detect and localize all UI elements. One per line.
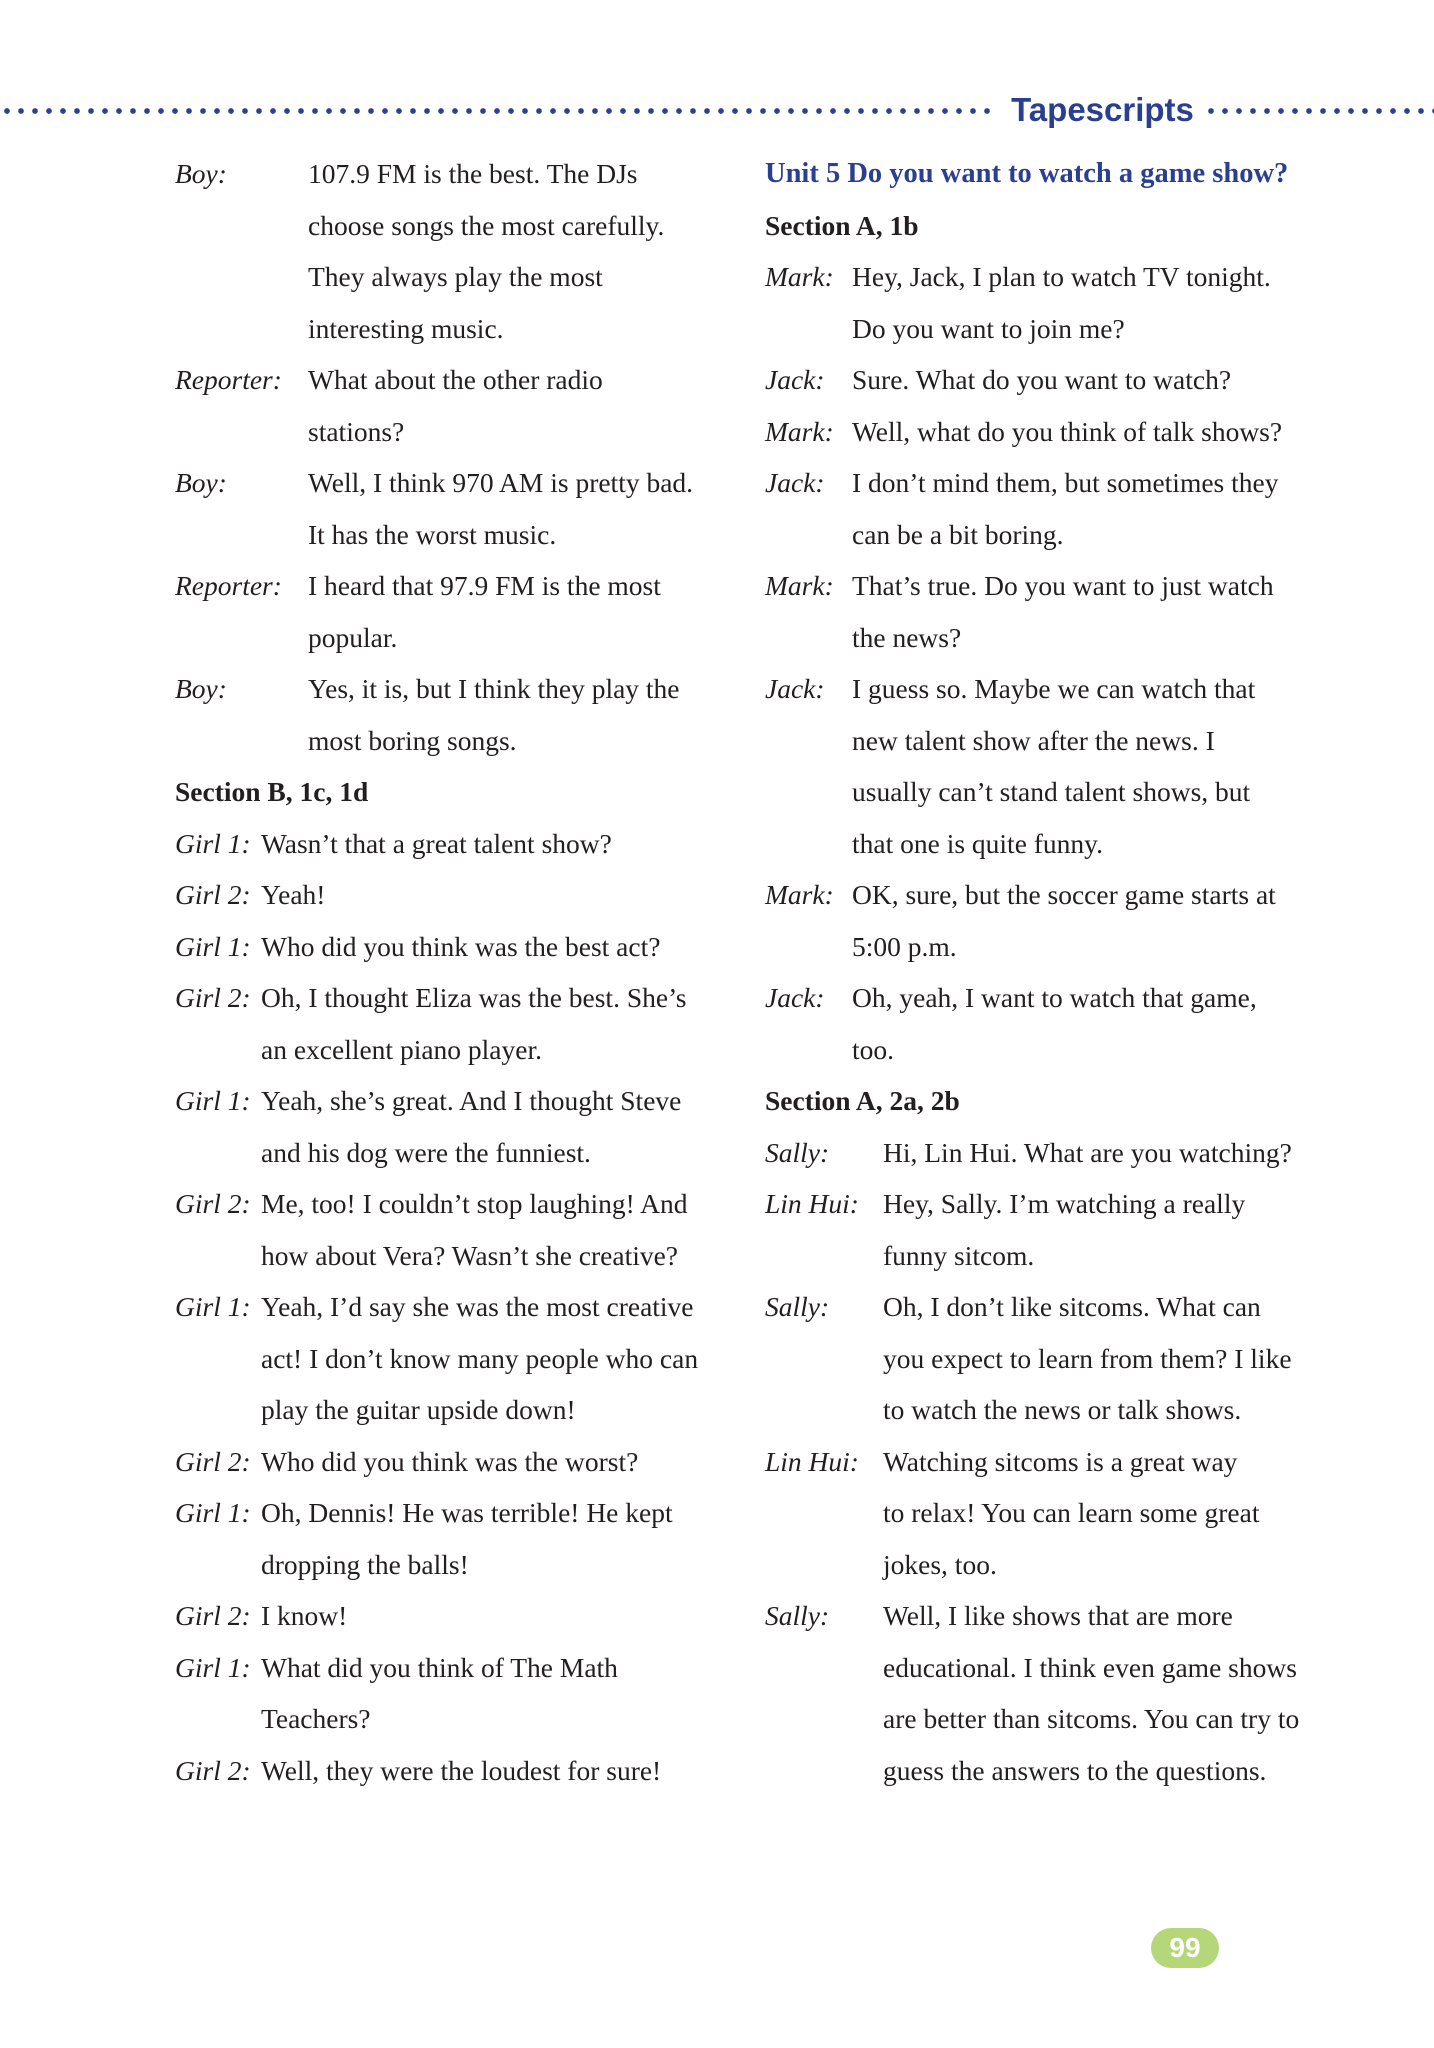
dialogue-line xyxy=(765,1024,1320,1076)
dialogue-text: Hi, Lin Hui. What are you watching? xyxy=(883,1136,1292,1168)
speaker-label: Lin Hui: xyxy=(765,1445,859,1477)
dialogue-line xyxy=(175,1024,735,1076)
dialogue-text: Oh, I thought Eliza was the best. She’s xyxy=(261,982,687,1013)
dialogue-text: usually can’t stand talent shows, but xyxy=(852,776,1251,807)
dialogue-text: that one is quite funny. xyxy=(852,827,1104,859)
dialogue-line xyxy=(765,251,1320,303)
dialogue-line xyxy=(765,1487,1320,1539)
dialogue-text: What about the other radio xyxy=(308,364,603,395)
dialogue-line xyxy=(765,869,1320,921)
dialogue-line xyxy=(765,1333,1320,1385)
dialogue-line xyxy=(175,1281,735,1333)
speaker-label: Girl 2: xyxy=(175,1600,251,1631)
dialogue-text: Me, too! I couldn’t stop laughing! And xyxy=(261,1188,688,1219)
dialogue-line xyxy=(765,1127,1320,1179)
dialogue-text: 107.9 FM is the best. The DJs xyxy=(308,158,638,189)
dialogue-line xyxy=(175,869,735,921)
dialogue-line xyxy=(765,1590,1320,1642)
dialogue-text: Watching sitcoms is a great way xyxy=(883,1445,1238,1477)
dialogue-text: you expect to learn from them? I like xyxy=(883,1342,1292,1374)
dialogue-text: Who did you think was the worst? xyxy=(261,1445,639,1477)
dialogue-line xyxy=(175,1436,735,1488)
dialogue-line xyxy=(175,1539,735,1591)
dialogue-line xyxy=(175,457,735,509)
dialogue-text: Yeah! xyxy=(261,879,326,910)
speaker-label: Lin Hui: xyxy=(765,1188,859,1219)
speaker-label: Jack: xyxy=(765,673,825,704)
dialogue-line xyxy=(175,1384,735,1436)
header-dotted-rule-left xyxy=(0,108,995,114)
speaker-label: Sally: xyxy=(765,1600,830,1631)
unit-title: Unit 5 Do you want to watch a game show? xyxy=(765,158,1289,189)
speaker-label: Girl 2: xyxy=(175,1188,251,1219)
speaker-label: Mark: xyxy=(765,570,834,601)
dialogue-text: act! I don’t know many people who can xyxy=(261,1342,699,1374)
dialogue-line xyxy=(765,1384,1320,1436)
dialogue-text: new talent show after the news. I xyxy=(852,724,1215,756)
dialogue-text: Teachers? xyxy=(261,1703,371,1734)
dialogue-line xyxy=(765,303,1320,355)
dialogue-text: I know! xyxy=(261,1600,348,1631)
dialogue-text: Oh, Dennis! He was terrible! He kept xyxy=(261,1497,673,1528)
dialogue-line xyxy=(175,1745,735,1797)
dialogue-text: I don’t mind them, but sometimes they xyxy=(852,467,1279,498)
dialogue-line xyxy=(175,303,735,355)
dialogue-line xyxy=(175,663,735,715)
section-heading: Section B, 1c, 1d xyxy=(175,776,369,807)
dialogue-line xyxy=(175,1333,735,1385)
dialogue-line xyxy=(175,1230,735,1282)
dialogue-text: interesting music. xyxy=(308,312,504,344)
dialogue-text: are better than sitcoms. You can try to xyxy=(883,1703,1300,1734)
dialogue-line xyxy=(765,1642,1320,1694)
dialogue-line xyxy=(175,1590,735,1642)
speaker-label: Jack: xyxy=(765,982,825,1013)
dialogue-text: It has the worst music. xyxy=(308,518,557,550)
dialogue-line xyxy=(175,921,735,973)
left-column xyxy=(175,148,735,1796)
speaker-label: Girl 2: xyxy=(175,1445,251,1477)
speaker-label: Girl 1: xyxy=(175,827,251,859)
dialogue-line xyxy=(175,354,735,406)
running-header xyxy=(0,90,1434,130)
dialogue-line xyxy=(765,1745,1320,1797)
dialogue-line xyxy=(175,1178,735,1230)
dialogue-text: jokes, too. xyxy=(883,1548,997,1580)
speaker-label: Reporter: xyxy=(175,570,282,601)
speaker-label: Girl 1: xyxy=(175,1291,251,1322)
dialogue-text: popular. xyxy=(308,621,398,653)
dialogue-line xyxy=(765,663,1320,715)
speaker-label: Girl 2: xyxy=(175,1754,251,1786)
dialogue-line xyxy=(765,612,1320,664)
speaker-label: Mark: xyxy=(765,879,834,910)
dialogue-line xyxy=(765,1436,1320,1488)
dialogue-text: Well, they were the loudest for sure! xyxy=(261,1754,662,1786)
speaker-label: Girl 1: xyxy=(175,930,251,962)
dialogue-text: Yes, it is, but I think they play the xyxy=(308,673,680,704)
dialogue-text: Well, I like shows that are more xyxy=(883,1600,1233,1631)
dialogue-text: Yeah, I’d say she was the most creative xyxy=(261,1291,694,1322)
right-column xyxy=(765,148,1320,1796)
dialogue-line xyxy=(175,509,735,561)
dialogue-text: Hey, Sally. I’m watching a really xyxy=(883,1188,1246,1219)
dialogue-line xyxy=(175,1693,735,1745)
dialogue-text: Who did you think was the best act? xyxy=(261,930,661,962)
dialogue-text: What did you think of The Math xyxy=(261,1651,618,1683)
dialogue-line xyxy=(765,1539,1320,1591)
dialogue-line xyxy=(765,818,1320,870)
speaker-label: Mark: xyxy=(765,415,834,447)
dialogue-line xyxy=(175,1487,735,1539)
dialogue-text: I guess so. Maybe we can watch that xyxy=(852,673,1256,704)
dialogue-line xyxy=(765,1281,1320,1333)
dialogue-text: Oh, yeah, I want to watch that game, xyxy=(852,982,1257,1013)
section-heading: Section A, 1b xyxy=(765,209,919,241)
page-number: 99 xyxy=(1151,1928,1219,1968)
dialogue-text: Well, what do you think of talk shows? xyxy=(852,415,1283,447)
dialogue-text: to watch the news or talk shows. xyxy=(883,1394,1242,1425)
dialogue-line xyxy=(175,1075,735,1127)
dialogue-line xyxy=(765,406,1320,458)
dialogue-text: how about Vera? Wasn’t she creative? xyxy=(261,1239,679,1271)
dialogue-text: and his dog were the funniest. xyxy=(261,1136,591,1168)
dialogue-text: Well, I think 970 AM is pretty bad. xyxy=(308,467,694,498)
dialogue-text: Do you want to join me? xyxy=(852,312,1125,344)
dialogue-line xyxy=(175,612,735,664)
speaker-label: Jack: xyxy=(765,364,825,395)
dialogue-line xyxy=(765,715,1320,767)
dialogue-text: too. xyxy=(852,1033,895,1065)
speaker-label: Sally: xyxy=(765,1136,830,1168)
dialogue-text: Oh, I don’t like sitcoms. What can xyxy=(883,1291,1261,1322)
speaker-label: Girl 1: xyxy=(175,1085,251,1116)
dialogue-line xyxy=(765,1178,1320,1230)
dialogue-line xyxy=(765,1230,1320,1282)
dialogue-text: That’s true. Do you want to just watch xyxy=(852,570,1274,601)
speaker-label: Mark: xyxy=(765,261,834,292)
dialogue-line xyxy=(175,406,735,458)
dialogue-line xyxy=(175,560,735,612)
dialogue-text: Yeah, she’s great. And I thought Steve xyxy=(261,1085,682,1116)
dialogue-line xyxy=(765,509,1320,561)
dialogue-text: They always play the most xyxy=(308,261,603,292)
dialogue-text: guess the answers to the questions. xyxy=(883,1754,1267,1786)
dialogue-line xyxy=(175,1642,735,1694)
dialogue-line xyxy=(175,972,735,1024)
speaker-label: Boy: xyxy=(175,673,227,704)
dialogue-line xyxy=(175,200,735,252)
dialogue-text: Sure. What do you want to watch? xyxy=(852,364,1232,395)
dialogue-line xyxy=(175,148,735,200)
dialogue-line xyxy=(175,251,735,303)
header-dotted-rule-right xyxy=(1204,108,1434,114)
dialogue-text: Wasn’t that a great talent show? xyxy=(261,827,612,859)
speaker-label: Sally: xyxy=(765,1291,830,1322)
dialogue-line xyxy=(175,818,735,870)
speaker-label: Girl 1: xyxy=(175,1497,251,1528)
dialogue-line xyxy=(175,715,735,767)
dialogue-line xyxy=(765,921,1320,973)
dialogue-text: play the guitar upside down! xyxy=(261,1394,576,1425)
dialogue-line xyxy=(765,766,1320,818)
dialogue-text: funny sitcom. xyxy=(883,1239,1035,1271)
header-title: Tapescripts xyxy=(1011,91,1194,128)
dialogue-text: most boring songs. xyxy=(308,724,517,756)
dialogue-text: can be a bit boring. xyxy=(852,518,1064,550)
dialogue-text: educational. I think even game shows xyxy=(883,1651,1297,1683)
dialogue-text: an excellent piano player. xyxy=(261,1033,542,1065)
dialogue-text: the news? xyxy=(852,621,962,653)
speaker-label: Reporter: xyxy=(175,364,282,395)
dialogue-line xyxy=(175,1127,735,1179)
dialogue-text: dropping the balls! xyxy=(261,1548,469,1580)
dialogue-line xyxy=(765,560,1320,612)
speaker-label: Girl 1: xyxy=(175,1651,251,1683)
dialogue-line xyxy=(765,457,1320,509)
dialogue-text: OK, sure, but the soccer game starts at xyxy=(852,879,1276,910)
speaker-label: Boy: xyxy=(175,158,227,189)
dialogue-text: stations? xyxy=(308,415,405,447)
dialogue-text: choose songs the most carefully. xyxy=(308,209,665,241)
speaker-label: Jack: xyxy=(765,467,825,498)
speaker-label: Girl 2: xyxy=(175,879,251,910)
speaker-label: Girl 2: xyxy=(175,982,251,1013)
dialogue-line xyxy=(765,1693,1320,1745)
dialogue-line xyxy=(765,354,1320,406)
dialogue-line xyxy=(765,972,1320,1024)
dialogue-text: to relax! You can learn some great xyxy=(883,1497,1260,1528)
dialogue-text: I heard that 97.9 FM is the most xyxy=(308,570,661,601)
speaker-label: Boy: xyxy=(175,467,227,498)
dialogue-text: 5:00 p.m. xyxy=(852,930,957,962)
dialogue-text: Hey, Jack, I plan to watch TV tonight. xyxy=(852,261,1271,292)
section-heading: Section A, 2a, 2b xyxy=(765,1085,960,1116)
